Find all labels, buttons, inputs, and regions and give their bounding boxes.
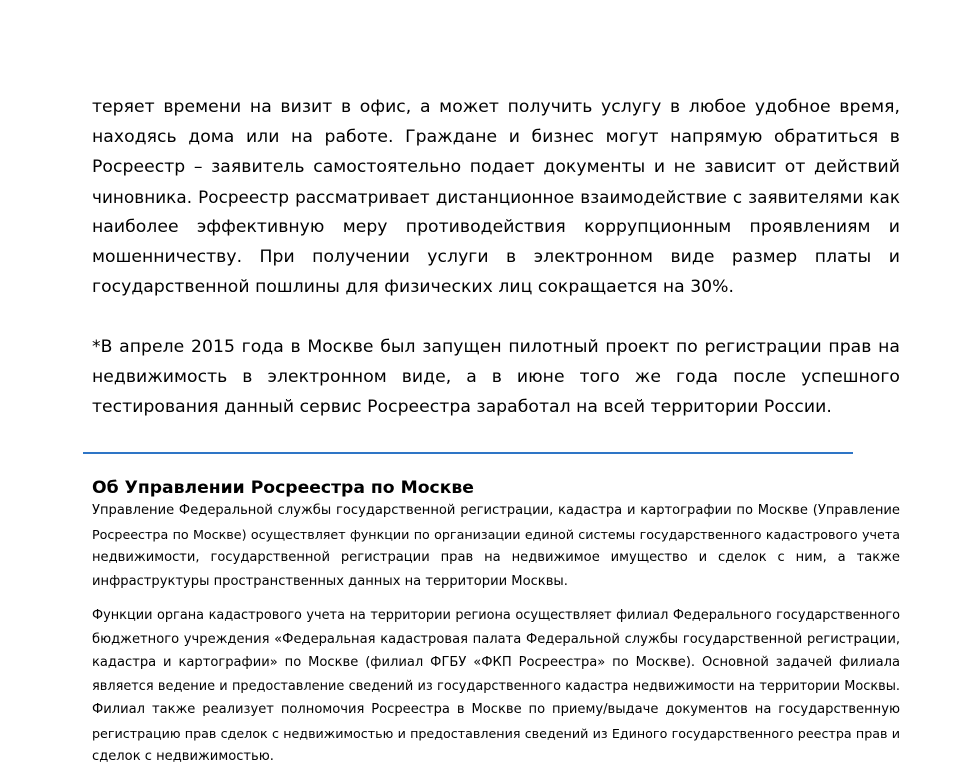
text-line: кадастра и картографии» по Москве (филиал ФГБУ «ФКП Росреестра» по Москве). Основной задачей филиала xyxy=(92,655,900,670)
text-line: *В апреле 2015 года в Москве был запущен пилотный проект по регистрации прав на xyxy=(92,337,900,357)
section-divider xyxy=(83,452,853,454)
about-paragraph-1 xyxy=(92,499,900,593)
text-line: бюджетного учреждения «Федеральная кадастровая палата Федеральной службы государственной регистрации, xyxy=(92,631,900,647)
text-line: недвижимость в электронном виде, а в июне того же года после успешного xyxy=(92,367,900,387)
text-line: мошенничеству. При получении услуги в электронном виде размер платы и xyxy=(92,247,900,267)
text-line: Управление Федеральной службы государственной регистрации, кадастра и картографии по Москве (Управление xyxy=(92,503,900,518)
text-line: сделок с недвижимостью. xyxy=(92,749,274,764)
text-line: находясь дома или на работе. Граждане и бизнес могут напрямую обратиться в xyxy=(92,127,900,147)
text-line: Росреестр – заявитель самостоятельно подает документы и не зависит от действий xyxy=(92,157,900,177)
text-line: инфраструктуры пространственных данных на территории Москвы. xyxy=(92,573,568,589)
text-line: Филиал также реализует полномочия Росреестра в Москве по приему/выдаче документов на государственную xyxy=(92,702,900,717)
text-line: теряет времени на визит в офис, а может получить услугу в любое удобное время, xyxy=(92,97,900,117)
text-line: недвижимости, государственной регистрации прав на недвижимое имущество и сделок с ним, а также xyxy=(92,550,900,565)
text-line: государственной пошлины для физических лиц сокращается на 30%. xyxy=(92,277,735,297)
text-line: регистрацию прав сделок с недвижимостью и предоставления сведений из Единого государственного реестра прав и xyxy=(92,725,900,741)
text-line: Функции органа кадастрового учета на территории региона осуществляет филиал Федерального государственного xyxy=(92,608,900,623)
about-paragraph-2 xyxy=(92,604,900,769)
text-line: Росреестра по Москве) осуществляет функции по организации единой системы государственного кадастрового учета xyxy=(92,526,900,542)
about-section-title: Об Управлении Росреестра по Москве xyxy=(92,478,474,498)
intro-paragraph xyxy=(92,92,900,302)
text-line: является ведение и предоставление сведений из государственного кадастра недвижимости на территории Москвы. xyxy=(92,678,900,694)
text-line: наиболее эффективную меру противодействия коррупционным проявлениям и xyxy=(92,217,900,237)
text-line: чиновника. Росреестр рассматривает дистанционное взаимодействие с заявителями как xyxy=(92,187,900,207)
footnote-paragraph xyxy=(92,332,900,422)
text-line: тестирования данный сервис Росреестра заработал на всей территории России. xyxy=(92,397,832,417)
